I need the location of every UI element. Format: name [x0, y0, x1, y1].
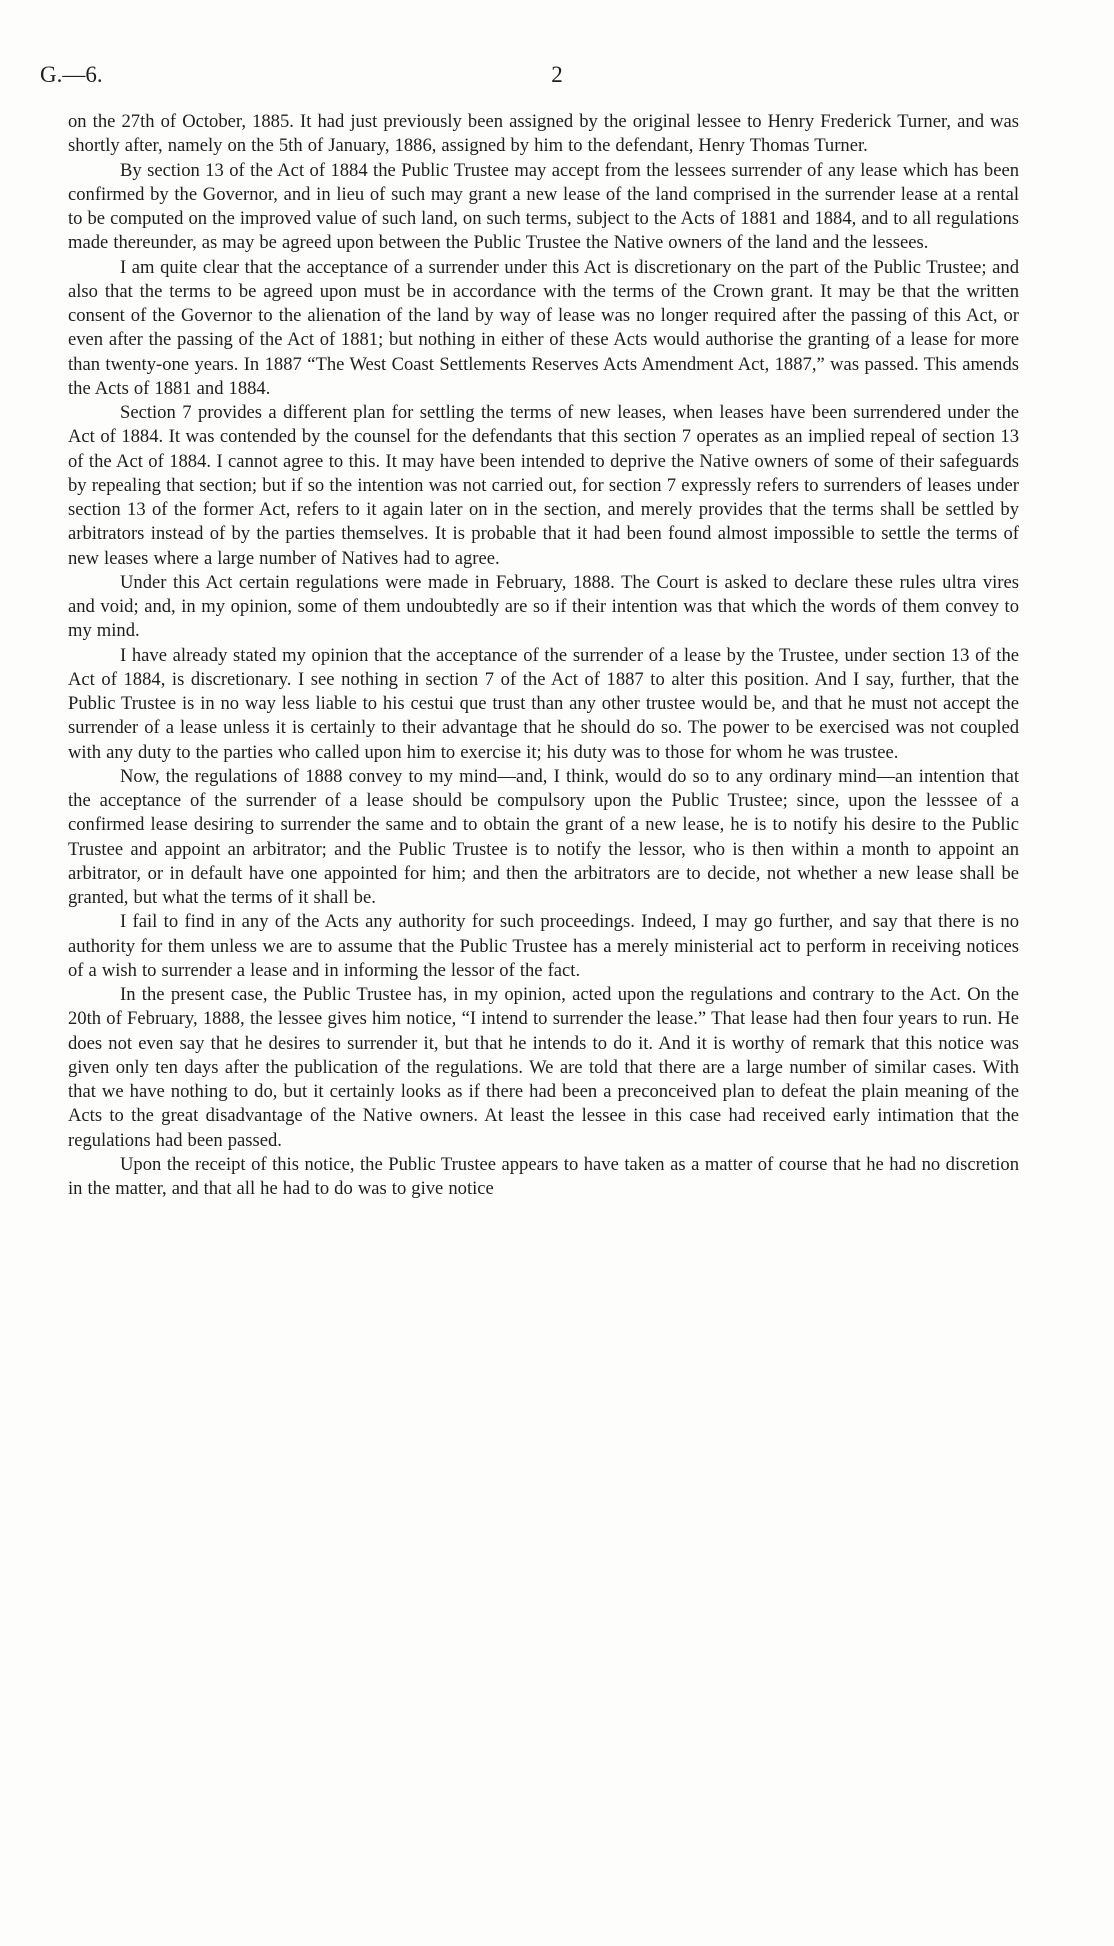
paragraph-3: I am quite clear that the acceptance of a surrender under this Act is discretionary on the part of the Public Trustee; and also that the terms to be agreed upon must be in accordance with the terms of the Crown grant. It may be that the written consent of the Governor to the alienation of the land by way of lease was no longer required after the passing of this Act, or even after the passing of the Act of 1881; but nothing in either of these Acts would authorise the granting of a lease for more than twenty-one years. In 1887 “The West Coast Settlements Reserves Acts Amendment Act, 1887,” was passed. This amends the Acts of 1881 and 1884. [68, 256, 1019, 399]
body-text [68, 110, 1019, 1201]
paragraph-6: I have already stated my opinion that the acceptance of the surrender of a lease by the Trustee, under section 13 of the Act of 1884, is discretionary. I see nothing in section 7 of the Act of 1887 to alter this position. And I say, further, that the Public Trustee is in no way less liable to his cestui que trust than any other trustee would be, and that he must not accept the surrender of a lease unless it is certainly to their advantage that he should do so. The power to be exercised was not coupled with any duty to the parties who called upon him to exercise it; his duty was to those for whom he was trustee. [68, 644, 1019, 763]
paragraph-5: Under this Act certain regulations were made in February, 1888. The Court is asked to declare these rules ultra vires and void; and, in my opinion, some of them undoubtedly are so if their intention was that which the words of them convey to my mind. [68, 571, 1019, 642]
paragraph-8: I fail to find in any of the Acts any authority for such proceedings. Indeed, I may go further, and say that there is no authority for them unless we are to assume that the Public Trustee has a merely ministerial act to perform in receiving notices of a wish to surrender a lease and in informing the lessor of the fact. [68, 911, 1019, 981]
paragraph-7: Now, the regulations of 1888 convey to my mind—and, I think, would do so to any ordinary mind—an intention that the acceptance of the surrender of a lease should be compulsory upon the Public Trustee; since, upon the lesssee of a confirmed lease desiring to surrender the same and to obtain the grant of a new lease, he is to notify his desire to the Public Trustee and appoint an arbitrator; and the Public Trustee is to notify the lessor, who is then within a month to appoint an arbitrator, or in default have one appointed for him; and then the arbitrators are to decide, not whether a new lease shall be granted, but what the terms of it shall be. [68, 765, 1019, 908]
paragraph-4: Section 7 provides a different plan for settling the terms of new leases, when leases have been surrendered under the Act of 1884. It was contended by the counsel for the defendants that this section 7 operates as an implied repeal of section 13 of the Act of 1884. I cannot agree to this. It may have been intended to deprive the Native owners of some of their safeguards by repealing that section; but if so the intention was not carried out, for section 7 expressly refers to surrenders of leases under section 13 of the former Act, refers to it again later on in the section, and merely provides that the terms shall be settled by arbitrators instead of by the parties themselves. It is probable that it had been found almost impossible to settle the terms of new leases where a large number of Natives had to agree. [68, 402, 1019, 569]
paragraph-10: Upon the receipt of this notice, the Public Trustee appears to have taken as a matter of course that he had no discretion in the matter, and that all he had to do was to give notice [68, 1153, 1019, 1199]
page-header [40, 60, 1074, 90]
paragraph-9: In the present case, the Public Trustee has, in my opinion, acted upon the regulations and contrary to the Act. On the 20th of February, 1888, the lessee gives him notice, “I intend to surrender the lease.” That lease had then four years to run. He does not even say that he desires to surrender it, but that he intends to do it. And it is worthy of remark that this notice was given only ten days after the publication of the regulations. We are told that there are a large number of similar cases. With that we have nothing to do, but it certainly looks as if there had been a preconceived plan to defeat the plain meaning of the Acts to the great disadvantage of the Native owners. At least the lessee in this case had received early intimation that the regulations had been passed. [68, 984, 1019, 1151]
paragraph-1: on the 27th of October, 1885. It had just previously been assigned by the original lessee to Henry Frederick Turner, and was shortly after, namely on the 5th of January, 1886, assigned by him to the defendant, Henry Thomas Turner. [68, 111, 1019, 157]
page-number: 2 [551, 62, 563, 87]
paragraph-2: By section 13 of the Act of 1884 the Public Trustee may accept from the lessees surrender of any lease which has been confirmed by the Governor, and in lieu of such may grant a new lease of the land comprised in the surrender lease at a rental to be computed on the improved value of such land, on such terms, subject to the Acts of 1881 and 1884, and to all regulations made thereunder, as may be agreed upon between the Public Trustee the Native owners of the land and the lessees. [68, 159, 1019, 254]
document-reference: G.—6. [40, 62, 103, 87]
